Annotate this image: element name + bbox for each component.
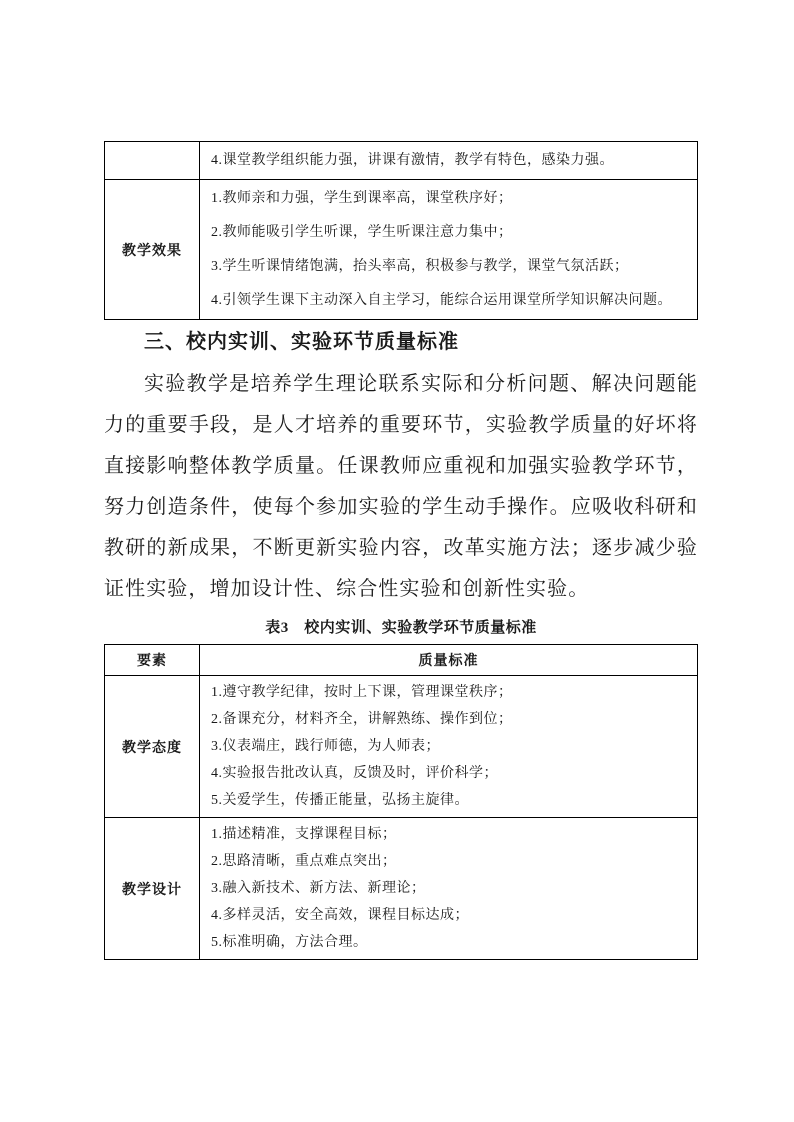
standard-item: 3.融入新技术、新方法、新理论； <box>211 881 426 896</box>
standard-item: 1.描述精准，支撑课程目标； <box>211 827 397 842</box>
standard-item: 4.实验报告批改认真，反馈及时，评价科学； <box>211 766 498 781</box>
teaching-effect-table <box>104 141 698 320</box>
table-row <box>105 180 698 320</box>
standard-item: 4.课堂教学组织能力强，讲课有激情，教学有特色，感染力强。 <box>211 153 614 168</box>
row-label-teaching-design: 教学设计 <box>105 818 200 960</box>
table-row <box>105 142 698 180</box>
standard-item: 1.教师亲和力强，学生到课率高，课堂秩序好； <box>211 191 513 206</box>
standard-item: 2.教师能吸引学生听课，学生听课注意力集中； <box>211 225 513 240</box>
header-element: 要素 <box>105 645 200 676</box>
body-paragraph: 实验教学是培养学生理论联系实际和分析问题、解决问题能力的重要手段，是人才培养的重要环节，实验教学质量的好坏将直接影响整体教学质量。任课教师应重视和加强实验教学环节，努力创造条件，使每个参加实验的学生动手操作。应吸收科研和教研的新成果，不断更新实验内容，改革实施方法；逐步减少验证性实验，增加设计性、综合性实验和创新性实验。 <box>104 373 698 600</box>
standard-item: 4.引领学生课下主动深入自主学习，能综合运用课堂所学知识解决问题。 <box>211 293 672 308</box>
row-content <box>200 180 698 320</box>
standard-item: 5.关爱学生，传播正能量，弘扬主旋律。 <box>211 793 469 808</box>
standard-item: 1.遵守教学纪律，按时上下课，管理课堂秩序； <box>211 685 513 700</box>
table-row <box>105 676 698 818</box>
quality-standard-table <box>104 644 698 960</box>
row-label-empty <box>105 142 200 180</box>
row-label-teaching-attitude: 教学态度 <box>105 676 200 818</box>
table-header-row <box>105 645 698 676</box>
standard-item: 3.仪表端庄，践行师德，为人师表； <box>211 739 440 754</box>
section-heading: 三、校内实训、实验环节质量标准 <box>144 331 459 353</box>
table-row <box>105 818 698 960</box>
standard-item: 2.备课充分，材料齐全，讲解熟练、操作到位； <box>211 712 513 727</box>
row-content <box>200 676 698 818</box>
row-content <box>200 142 698 180</box>
header-quality-standard: 质量标准 <box>200 645 698 676</box>
row-label-teaching-effect: 教学效果 <box>105 180 200 320</box>
standard-item: 3.学生听课情绪饱满，抬头率高，积极参与教学，课堂气氛活跃； <box>211 259 629 274</box>
table3-caption: 表3 校内实训、实验教学环节质量标准 <box>265 620 537 636</box>
standard-item: 5.标准明确，方法合理。 <box>211 935 368 950</box>
standard-item: 2.思路清晰，重点难点突出； <box>211 854 397 869</box>
standard-item: 4.多样灵活，安全高效，课程目标达成； <box>211 908 469 923</box>
row-content <box>200 818 698 960</box>
